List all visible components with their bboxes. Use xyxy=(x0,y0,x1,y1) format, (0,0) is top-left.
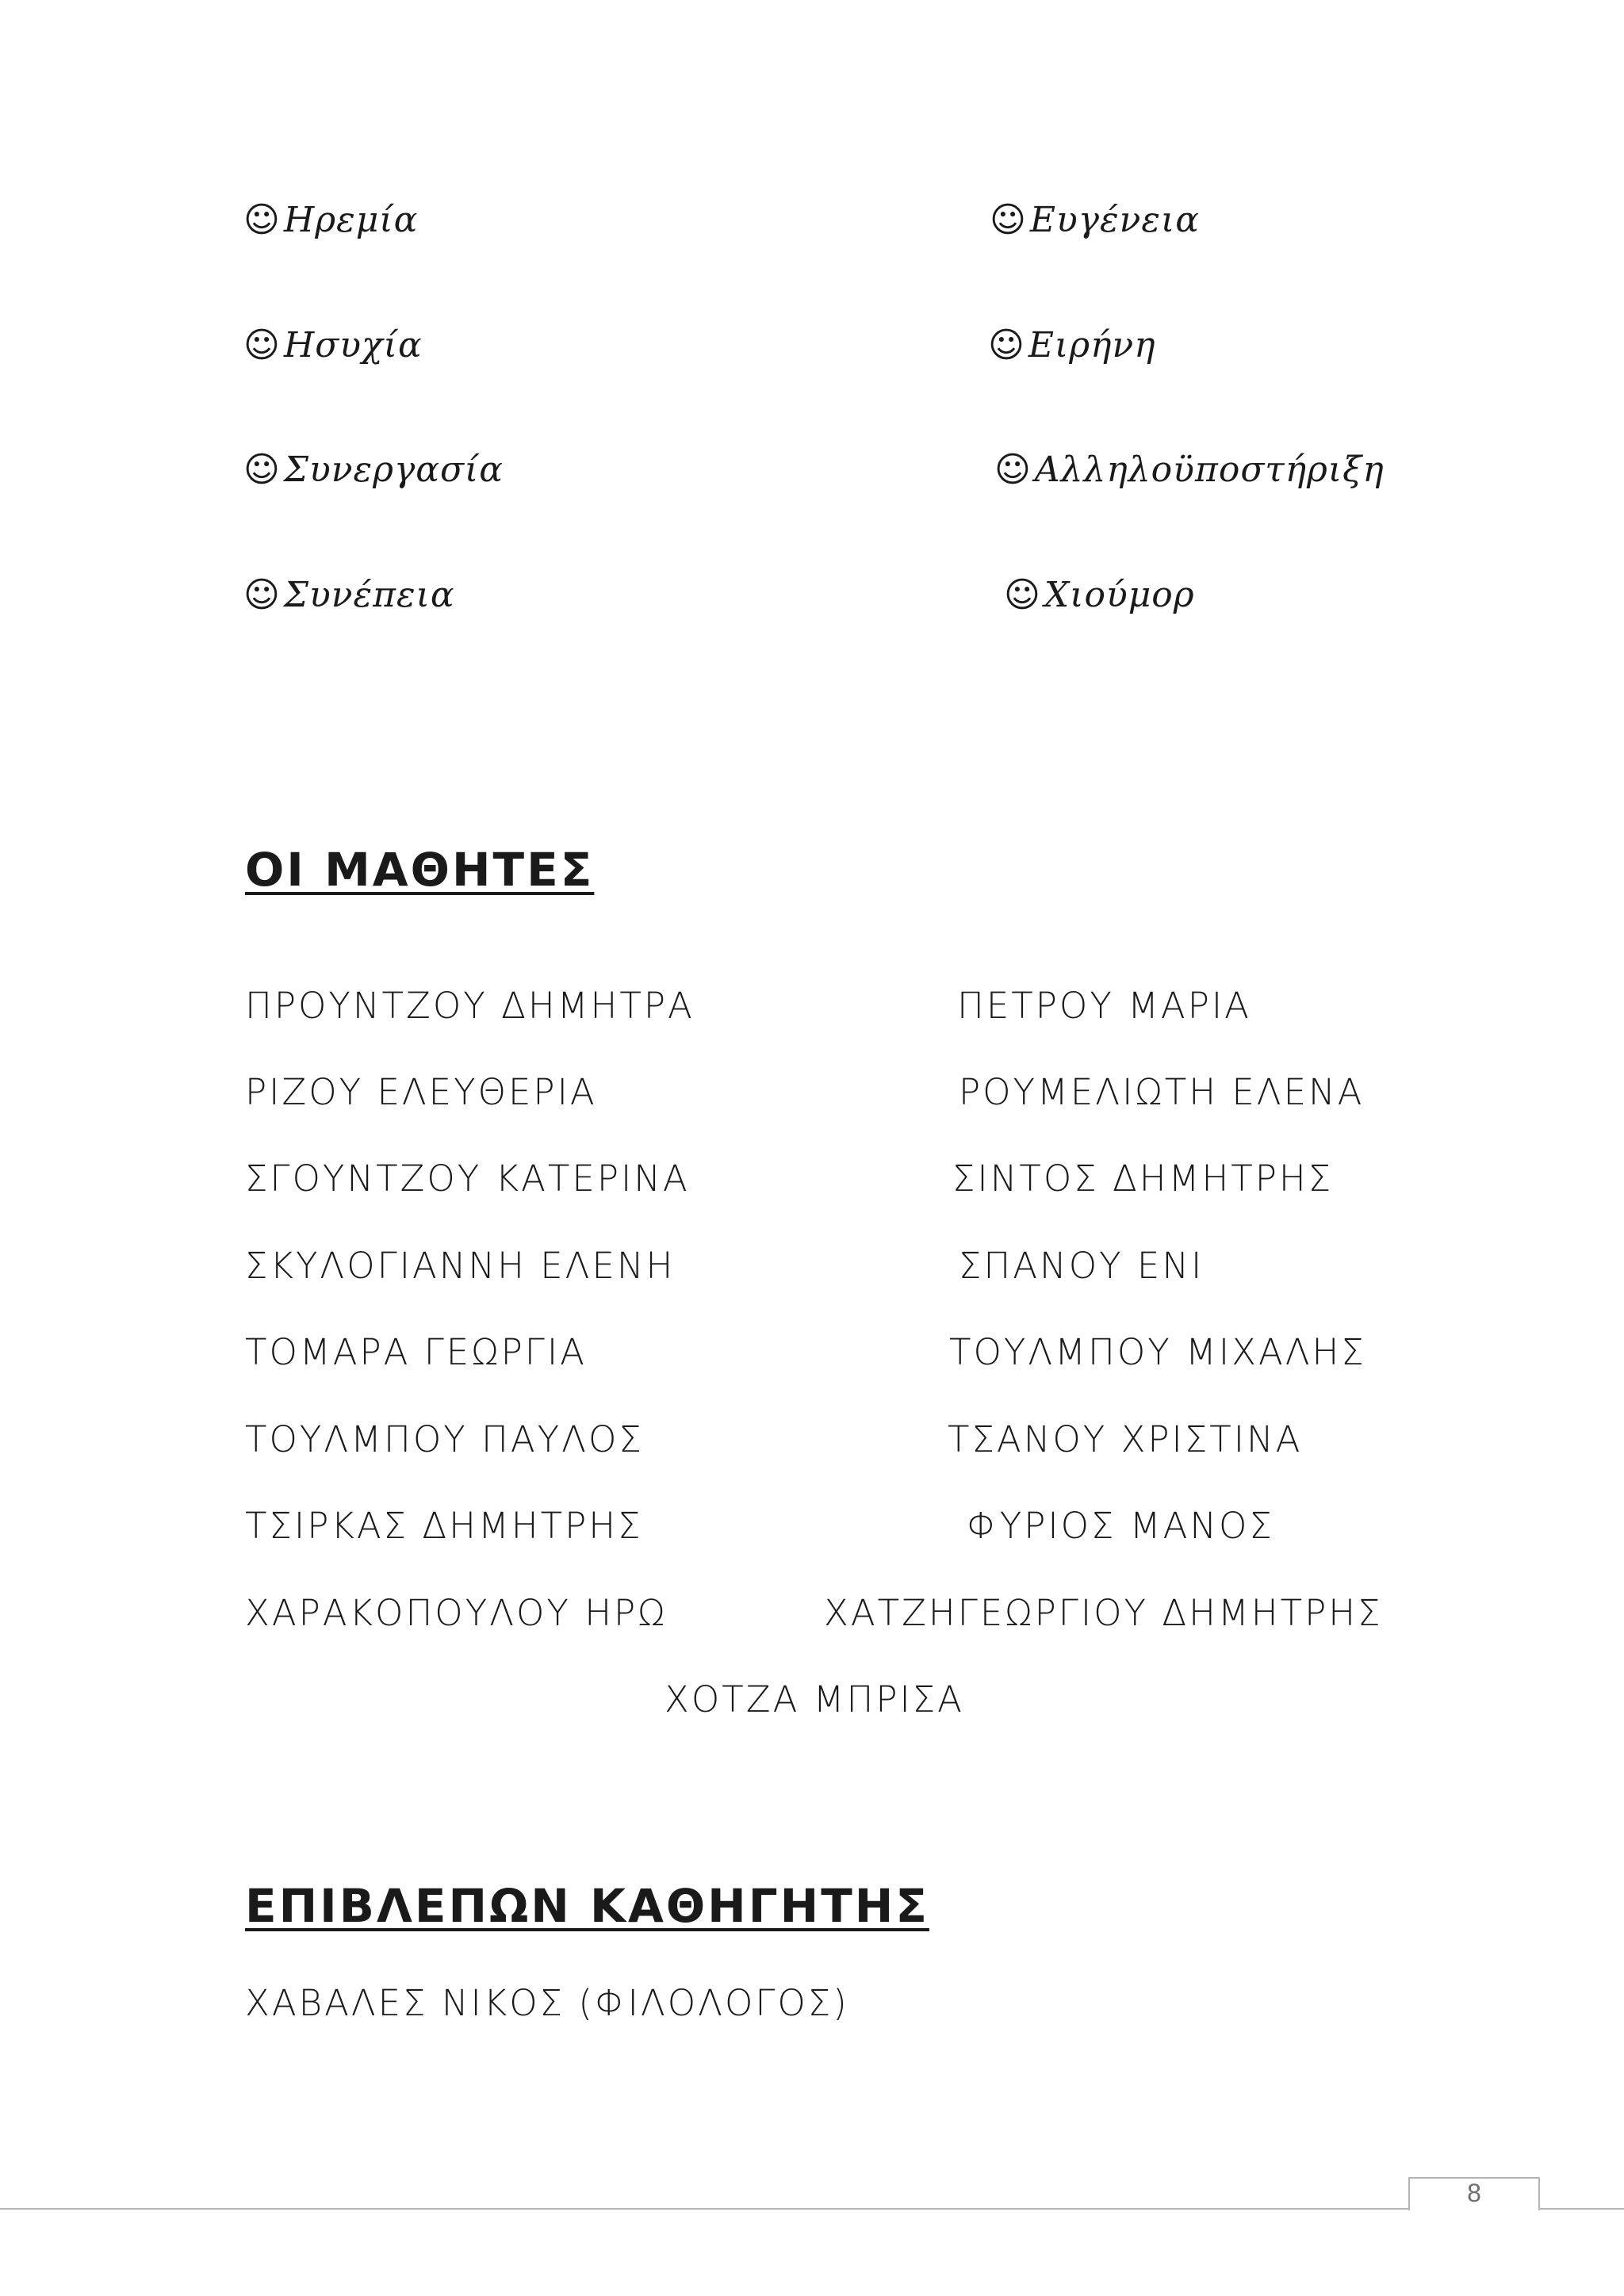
student-name: ΠΡΟΥΝΤΖΟΥ ΔΗΜΗΤΡΑ xyxy=(245,985,695,1027)
smiley-icon: ☺ xyxy=(243,200,281,240)
student-name: ΤΟΜΑΡΑ ΓΕΩΡΓΙΑ xyxy=(245,1331,587,1373)
value-item: ☺Ευγένεια xyxy=(990,200,1200,240)
student-name: ΣΙΝΤΟΣ ΔΗΜΗΤΡΗΣ xyxy=(952,1158,1334,1200)
value-item: ☺Ησυχία xyxy=(243,325,423,365)
value-item: ☺Συνέπεια xyxy=(243,575,455,615)
student-name: ΤΣΑΝΟΥ ΧΡΙΣΤΙΝΑ xyxy=(948,1418,1303,1460)
smiley-icon: ☺ xyxy=(1004,575,1041,615)
student-name: ΣΚΥΛΟΓΙΑΝΝΗ ΕΛΕΝΗ xyxy=(245,1245,676,1287)
student-name: ΡΙΖΟΥ ΕΛΕΥΘΕΡΙΑ xyxy=(245,1071,597,1113)
student-name: ΠΕΤΡΟΥ ΜΑΡΙΑ xyxy=(957,985,1251,1027)
student-name: ΧΟΤΖΑ ΜΠΡΙΣΑ xyxy=(665,1678,964,1720)
student-name: ΡΟΥΜΕΛΙΩΤΗ ΕΛΕΝΑ xyxy=(959,1071,1365,1113)
footer-rule xyxy=(0,2208,1410,2210)
student-name: ΤΣΙΡΚΑΣ ΔΗΜΗΤΡΗΣ xyxy=(245,1505,643,1547)
students-heading: ΟΙ ΜΑΘΗΤΕΣ xyxy=(245,843,595,897)
value-item: ☺Χιούμορ xyxy=(1004,575,1195,615)
smiley-icon: ☺ xyxy=(243,575,281,615)
supervisor-heading: ΕΠΙΒΛΕΠΩΝ ΚΑΘΗΓΗΤΗΣ xyxy=(245,1879,929,1933)
smiley-icon: ☺ xyxy=(994,450,1032,490)
student-name: ΦΥΡΙΟΣ ΜΑΝΟΣ xyxy=(967,1505,1274,1547)
value-item: ☺Ηρεμία xyxy=(243,200,419,240)
footer-rule xyxy=(1537,2208,1624,2210)
value-item: ☺Ειρήνη xyxy=(988,325,1156,365)
value-item: ☺Συνεργασία xyxy=(243,450,504,490)
student-name: ΣΓΟΥΝΤΖΟΥ ΚΑΤΕΡΙΝΑ xyxy=(245,1158,690,1200)
student-name: ΧΑΡΑΚΟΠΟΥΛΟΥ ΗΡΩ xyxy=(245,1592,668,1634)
smiley-icon: ☺ xyxy=(988,325,1025,365)
value-item: ☺Αλληλοϋποστήριξη xyxy=(994,450,1385,490)
smiley-icon: ☺ xyxy=(990,200,1027,240)
supervisor-name: ΧΑΒΑΛΕΣ ΝΙΚΟΣ (ΦΙΛΟΛΟΓΟΣ) xyxy=(245,1982,849,2024)
page-number: 8 xyxy=(1467,2179,1481,2207)
student-name: ΤΟΥΛΜΠΟΥ ΠΑΥΛΟΣ xyxy=(245,1418,644,1460)
student-name: ΧΑΤΖΗΓΕΩΡΓΙΟΥ ΔΗΜΗΤΡΗΣ xyxy=(824,1592,1383,1634)
smiley-icon: ☺ xyxy=(243,325,281,365)
student-name: ΤΟΥΛΜΠΟΥ ΜΙΧΑΛΗΣ xyxy=(949,1331,1366,1373)
student-name: ΣΠΑΝΟΥ ΕΝΙ xyxy=(959,1245,1205,1287)
smiley-icon: ☺ xyxy=(243,450,281,490)
